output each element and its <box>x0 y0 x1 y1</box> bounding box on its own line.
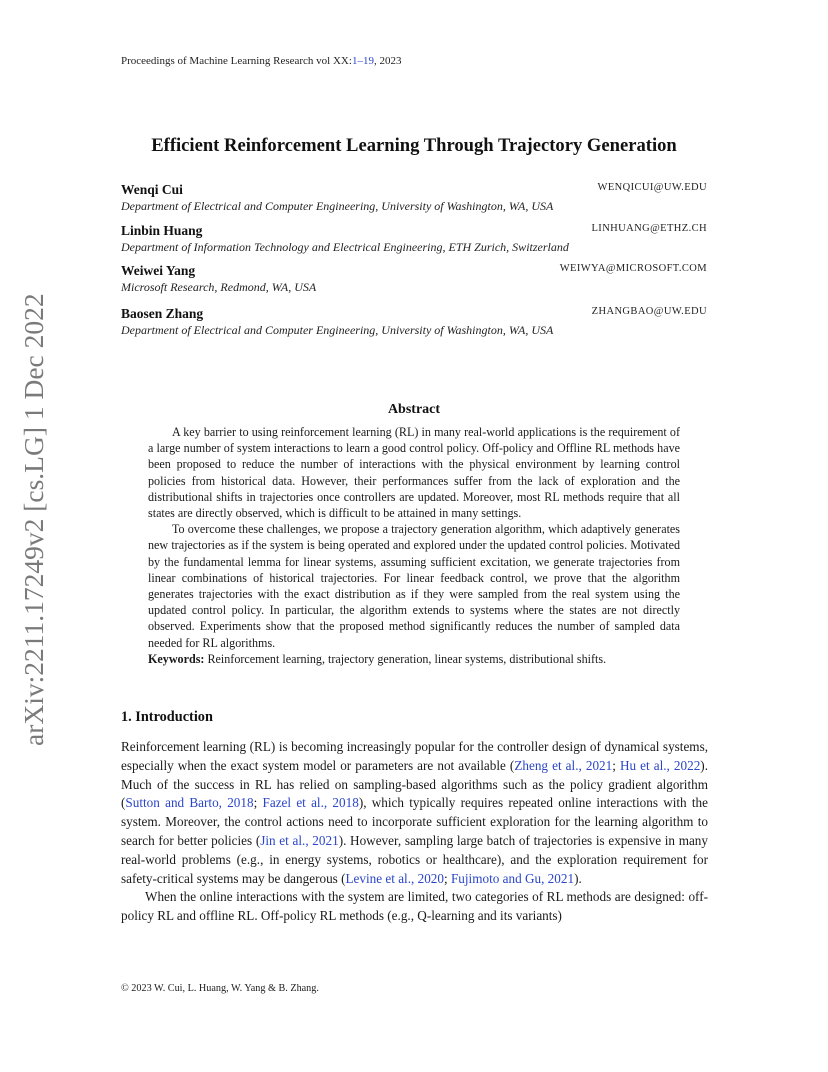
copyright-footer: © 2023 W. Cui, L. Huang, W. Yang & B. Zhang. <box>121 983 319 994</box>
introduction-body <box>121 738 708 926</box>
author-block-4 <box>121 305 707 339</box>
citation-link[interactable]: Fazel et al., 2018 <box>262 795 359 811</box>
author-name: Weiwei Yang <box>121 263 196 278</box>
author-affiliation: Department of Information Technology and Electrical Engineering, ETH Zurich, Switzerland <box>121 240 569 254</box>
author-block-3 <box>121 262 707 296</box>
intro-text: ; <box>444 870 451 886</box>
citation-link[interactable]: Jin et al., 2021 <box>260 832 339 848</box>
intro-text: ; <box>253 795 263 811</box>
author-name: Wenqi Cui <box>121 182 183 197</box>
author-email[interactable]: ZHANGBAO@UW.EDU <box>591 306 707 317</box>
abstract-paragraph-1: A key barrier to using reinforcement learning (RL) in many real-world applications is the requirement of a large number of system interactions to learn a good control policy. Off-policy and Offline RL methods have been proposed to reduce the number of interactions with the physical environment by learning control policies from historical data. However, their performances suffer from the lack of exploration and the distributional shifts in trajectories once controllers are updated. Moreover, most RL methods require that all states are directly observed, which is difficult to be attained in many settings. <box>148 425 680 521</box>
abstract-paragraph-2: To overcome these challenges, we propose a trajectory generation algorithm, which adaptively generates new trajectories as if the system is being operated and explored under the updated control policies. Motivated by the fundamental lemma for linear systems, assuming sufficient excitation, we generate trajectories from linear combinations of historical trajectories. For linear feedback control, we prove that the algorithm generates trajectories with the exact distribution as if they were sampled from the real system using the updated control policy. In particular, the algorithm extends to systems where the states are not directly observed. Experiments show that the proposed method significantly reduces the number of sampled data needed for RL algorithms. <box>148 522 680 650</box>
author-block-1 <box>121 181 707 215</box>
author-email[interactable]: LINHUANG@ETHZ.CH <box>591 223 707 234</box>
section-heading-introduction: 1. Introduction <box>121 709 213 725</box>
intro-text: ), which typically requires repeated online interactions with the system. Moreover, the control actions need to incorporate sufficient exploration for the learning algorithm to search for better policies ( <box>121 795 708 848</box>
author-email[interactable]: WEIWYA@MICROSOFT.COM <box>559 263 707 274</box>
intro-text: ). However, sampling large batch of trajectories is expensive in many real-world problems (e.g., in energy systems, robotics or healthcare), and the exploration requirement for safety-critical systems may be dangerous ( <box>121 832 708 886</box>
keywords-text: Reinforcement learning, trajectory generation, linear systems, distributional shifts. <box>204 651 607 666</box>
arxiv-id: arXiv:2211.17249v2 [cs.LG] 1 Dec 2022 <box>18 293 49 746</box>
intro-text: ). Much of the success in RL has relied on sampling-based algorithms such as the policy gradient algorithm ( <box>121 757 708 811</box>
running-header <box>121 55 401 67</box>
intro-text: ; <box>612 757 620 773</box>
page-range-link[interactable]: 1–19 <box>351 55 374 67</box>
author-affiliation: Department of Electrical and Computer Engineering, University of Washington, WA, USA <box>121 199 554 213</box>
intro-text: Reinforcement learning (RL) is becoming increasingly popular for the controller design of dynamical systems, especially when the exact system model or parameters are not available ( <box>121 739 708 773</box>
author-name: Baosen Zhang <box>121 306 204 321</box>
intro-paragraph-2: When the online interactions with the system are limited, two categories of RL methods are designed: off-policy RL and offline RL. Off-policy RL methods (e.g., Q-learning and its variants) <box>121 889 708 924</box>
arxiv-watermark <box>18 292 49 747</box>
citation-link[interactable]: Hu et al., 2022 <box>619 757 701 773</box>
citation-link[interactable]: Zheng et al., 2021 <box>514 757 613 773</box>
abstract-heading: Abstract <box>387 402 441 417</box>
author-block-2 <box>121 222 707 256</box>
intro-paragraph-1 <box>121 738 708 888</box>
header-prefix: Proceedings of Machine Learning Research vol XX: <box>121 55 352 67</box>
header-suffix: , 2023 <box>373 55 402 67</box>
abstract-body <box>148 424 680 667</box>
author-name: Linbin Huang <box>121 223 203 238</box>
citation-link[interactable]: Fujimoto and Gu, 2021 <box>450 870 575 886</box>
author-affiliation: Microsoft Research, Redmond, WA, USA <box>121 280 317 294</box>
citation-link[interactable]: Sutton and Barto, 2018 <box>125 795 254 811</box>
author-email[interactable]: WENQICUI@UW.EDU <box>597 182 707 193</box>
keywords-line <box>148 651 680 667</box>
citation-link[interactable]: Levine et al., 2020 <box>345 870 444 886</box>
paper-title: Efficient Reinforcement Learning Through Trajectory Generation <box>151 135 677 156</box>
keywords-label: Keywords: <box>148 651 205 666</box>
author-affiliation: Department of Electrical and Computer Engineering, University of Washington, WA, USA <box>121 323 554 337</box>
intro-text: ). <box>574 870 582 886</box>
